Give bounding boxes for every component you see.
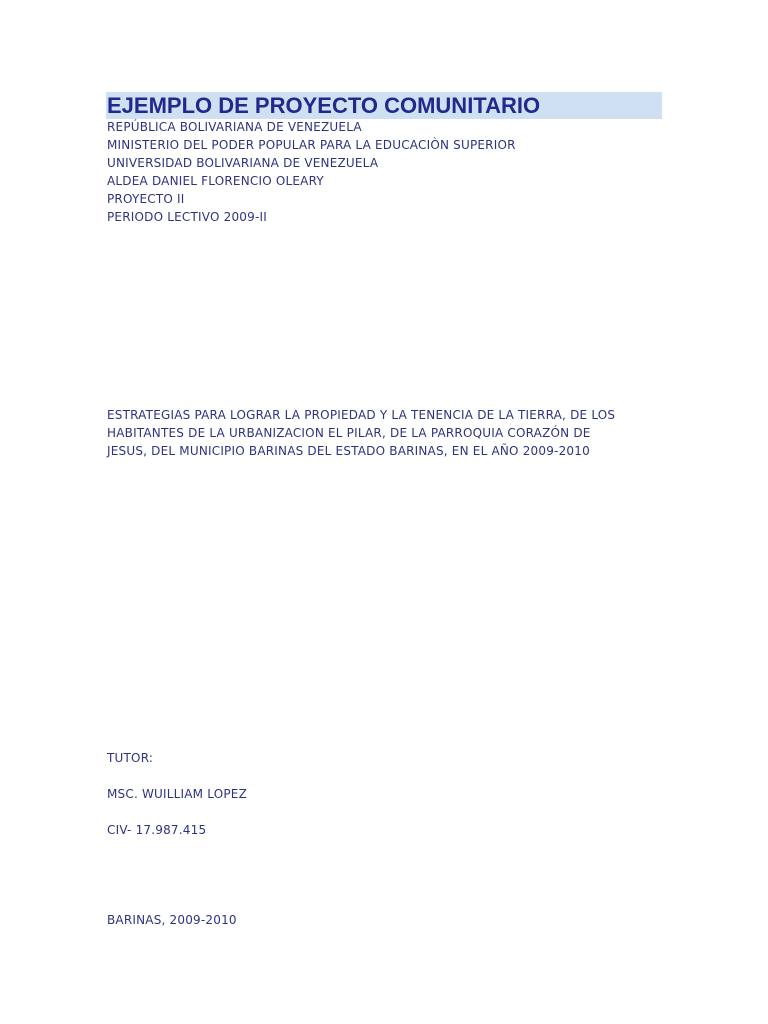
tutor-name: MSC. WUILLIAM LOPEZ — [107, 787, 247, 801]
header-line-period: PERIODO LECTIVO 2009-II — [107, 210, 267, 224]
tutor-id: CIV- 17.987.415 — [107, 823, 207, 837]
project-title-line: JESUS, DEL MUNICIPIO BARINAS DEL ESTADO BARINAS, EN EL AÑO 2009-2010 — [107, 444, 590, 458]
place-date: BARINAS, 2009-2010 — [107, 913, 237, 927]
project-title-line: HABITANTES DE LA URBANIZACION EL PILAR, DE LA PARROQUIA CORAZÓN DE — [107, 426, 591, 440]
project-title — [107, 406, 667, 460]
document-title: EJEMPLO DE PROYECTO COMUNITARIO — [107, 93, 541, 118]
header-line-republic: REPÚBLICA BOLIVARIANA DE VENEZUELA — [107, 120, 362, 134]
header-line-project: PROYECTO II — [107, 192, 185, 206]
header-line-university: UNIVERSIDAD BOLIVARIANA DE VENEZUELA — [107, 156, 379, 170]
header-line-aldea: ALDEA DANIEL FLORENCIO OLEARY — [107, 174, 324, 188]
tutor-label: TUTOR: — [107, 751, 154, 765]
project-title-line: ESTRATEGIAS PARA LOGRAR LA PROPIEDAD Y LA TENENCIA DE LA TIERRA, DE LOS — [107, 408, 616, 422]
header-line-ministry: MINISTERIO DEL PODER POPULAR PARA LA EDUCACIÒN SUPERIOR — [107, 138, 516, 152]
